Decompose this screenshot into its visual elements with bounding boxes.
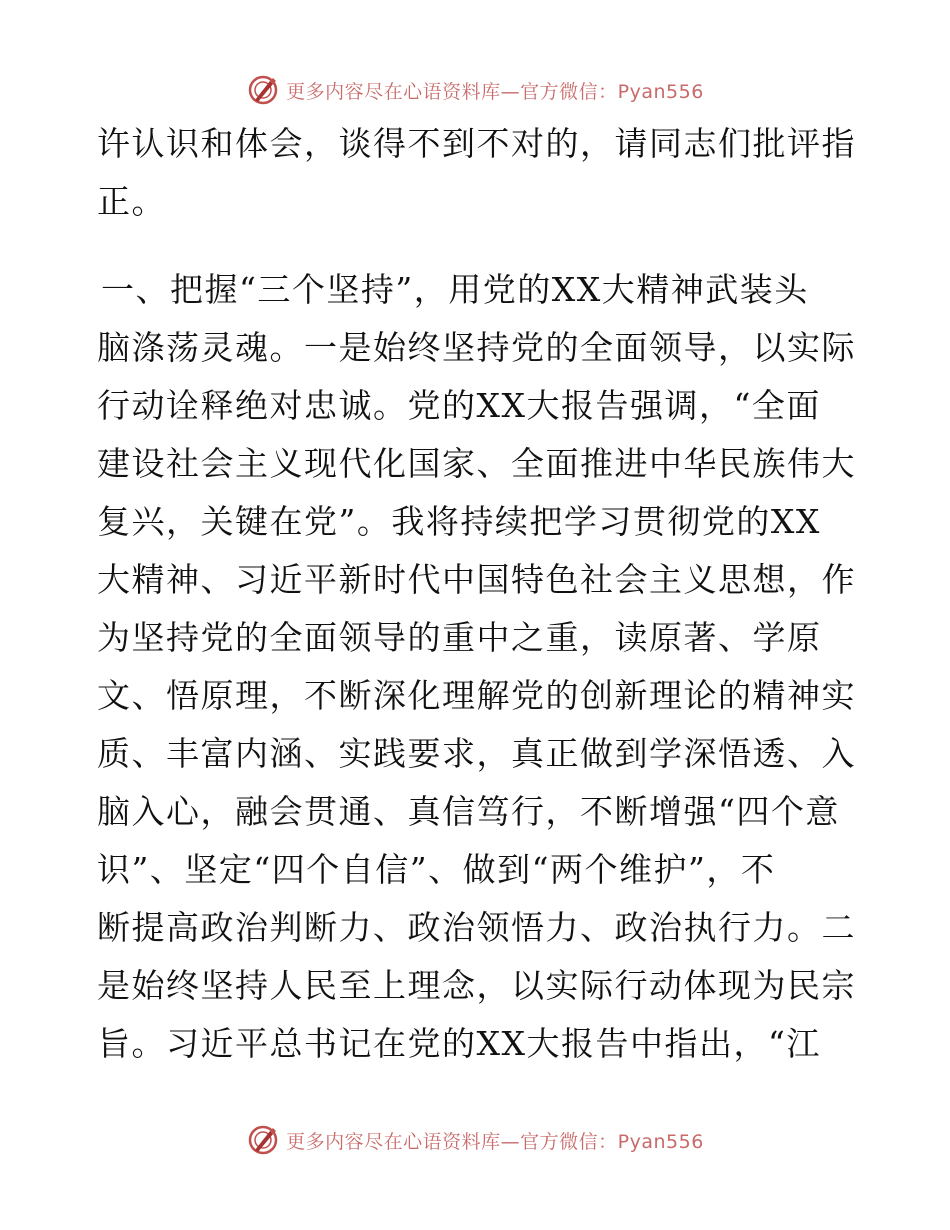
text-line: 质、丰富内涵、实践要求，真正做到学深悟透、入 [97,734,856,773]
text-line: 一、把握“三个坚持”，用党的XX大精神武装头 [101,270,809,309]
text-line: 正。 [97,182,166,221]
text-line: 行动诠释绝对忠诚。党的XX大报告强调，“全面 [97,386,821,425]
footer-banner [0,1120,950,1160]
text-line: 建设社会主义现代化国家、全面推进中华民族伟大 [97,444,856,483]
banner-text: 更多内容尽在心语资料库—官方微信：Pyan556 [286,1130,704,1153]
text-line: 断提高政治判断力、政治领悟力、政治执行力。二 [97,908,856,947]
pen-circle-logo-icon [246,1123,280,1157]
document-body [97,115,857,1073]
header-banner [0,70,950,110]
text-line: 是始终坚持人民至上理念，以实际行动体现为民宗 [97,966,856,1005]
banner-text: 更多内容尽在心语资料库—官方微信：Pyan556 [286,80,704,103]
text-line: 为坚持党的全面领导的重中之重，读原著、学原 [97,618,822,657]
text-line: 识”、坚定“四个自信”、做到“两个维护”，不 [97,850,776,889]
text-line: 旨。习近平总书记在党的XX大报告中指出，“江 [97,1024,821,1063]
text-line: 大精神、习近平新时代中国特色社会主义思想，作 [97,560,856,599]
pen-circle-logo-icon [246,73,280,107]
text-line: 脑入心，融会贯通、真信笃行，不断增强“四个意 [97,792,840,831]
text-line: 脑涤荡灵魂。一是始终坚持党的全面领导，以实际 [97,328,856,367]
text-line: 许认识和体会，谈得不到不对的，请同志们批评指 [97,124,856,163]
text-line: 文、悟原理，不断深化理解党的创新理论的精神实 [97,676,856,715]
text-line: 复兴，关键在党”。我将持续把学习贯彻党的XX [97,502,821,541]
